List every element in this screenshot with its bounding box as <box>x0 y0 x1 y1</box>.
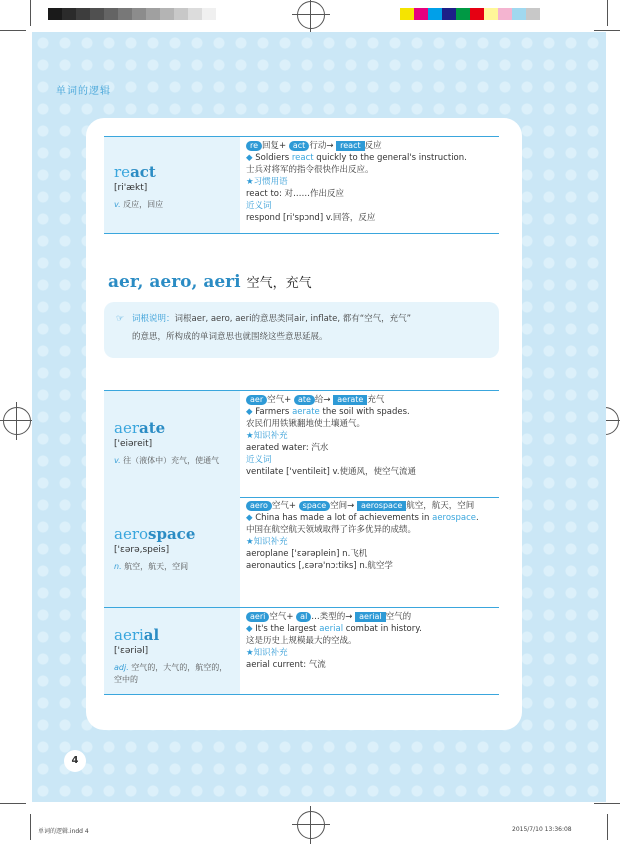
part-of-speech: v. <box>114 456 121 465</box>
footer-timestamp: 2015/7/10 13:36:08 <box>512 826 572 833</box>
part-of-speech: v. <box>114 200 121 209</box>
headword <box>114 525 230 543</box>
color-swatch <box>414 8 428 20</box>
example-keyword: react <box>291 153 314 163</box>
note-line <box>132 310 487 328</box>
subsection-title: ★知识补充 <box>246 537 288 547</box>
registration-mark-icon <box>297 811 325 839</box>
subsection-line: respond [ri'spɔnd] v.回答，反应 <box>246 213 376 223</box>
meaning: 航空，航天，空间 <box>124 562 189 571</box>
example-keyword: aerial <box>319 624 344 634</box>
note-label: 词根说明： <box>132 314 175 324</box>
subsection-line: aeronautics [,ɛərə'nɔ:tiks] n.航空学 <box>246 561 393 571</box>
color-swatch <box>484 8 498 20</box>
subsection-line: aeroplane ['ɛərəplein] n.飞机 <box>246 549 368 559</box>
example-sentence <box>246 406 493 418</box>
phonetic: ['eiəreit] <box>114 439 153 449</box>
crop-mark <box>594 30 620 31</box>
example-text: Soldiers <box>255 153 292 163</box>
example-text: combat in history. <box>343 624 422 634</box>
color-swatch <box>160 8 174 20</box>
root-gloss: 空气+ <box>271 501 296 511</box>
color-swatch <box>456 8 470 20</box>
phonetic: [ri'ækt] <box>114 183 148 193</box>
definition <box>114 455 230 467</box>
root-gloss: 行动→ <box>309 141 334 151</box>
root-gloss: …类型的→ <box>311 612 353 622</box>
example-translation: 这是历史上规模最大的空战。 <box>246 636 357 646</box>
subsection-line: react to: 对……作出反应 <box>246 189 345 199</box>
example-keyword: aerospace <box>432 513 476 523</box>
root-title: aer, aero, aeri <box>108 272 241 292</box>
color-swatch <box>470 8 484 20</box>
section-title <box>108 272 312 292</box>
headword-root: aer <box>114 419 139 437</box>
example-translation: 农民们用铁锹翻地使土壤通气。 <box>246 419 366 429</box>
crop-mark <box>607 0 608 26</box>
detail-panel <box>240 608 499 694</box>
word-gloss: 空气的 <box>385 612 412 622</box>
word-gloss: 反应 <box>364 141 382 151</box>
meaning: 空气的，大气的，航空的，空中的 <box>114 663 228 684</box>
color-swatch <box>188 8 202 20</box>
word-box: aerate <box>333 395 367 405</box>
word-box: react <box>336 141 364 151</box>
note-text: 词根aer, aero, aeri的意思类同air, inflate, 都有“空气，充气” <box>174 314 412 324</box>
color-swatch <box>498 8 512 20</box>
word-entry-react <box>104 136 499 234</box>
bullet-icon: ◆ <box>246 513 253 523</box>
color-bar-cmyk <box>400 8 540 20</box>
color-bar-grayscale <box>48 8 216 20</box>
root-pill: aero <box>246 501 272 511</box>
headword <box>114 626 230 644</box>
definition <box>114 561 230 573</box>
footer-filename: 单词的逻辑.indd 4 <box>38 828 89 835</box>
etymology <box>246 611 493 623</box>
word-entry-aerate <box>104 390 499 498</box>
word-box: aerospace <box>357 501 406 511</box>
example-sentence <box>246 623 493 635</box>
bullet-icon: ◆ <box>246 153 253 163</box>
color-swatch <box>428 8 442 20</box>
headword-root: re <box>114 163 131 181</box>
example-text: quickly to the general's instruction. <box>313 153 467 163</box>
bullet-icon: ◆ <box>246 407 253 417</box>
root-pill: space <box>299 501 330 511</box>
meaning: 往（液体中）充气，使通气 <box>123 456 220 465</box>
crop-mark <box>0 803 26 804</box>
subsection-line: ventilate ['ventileit] v.使通风，使空气流通 <box>246 467 417 477</box>
subsection-title: ★知识补充 <box>246 648 288 658</box>
example-sentence <box>246 152 493 164</box>
definition <box>114 199 230 211</box>
headword-stem: act <box>130 163 156 181</box>
word-entry-aerial <box>104 608 499 695</box>
crop-mark <box>607 814 608 840</box>
etymology <box>246 394 493 406</box>
root-gloss: 给→ <box>314 395 331 405</box>
headword <box>114 163 230 181</box>
root-pill: re <box>246 141 262 151</box>
crop-mark <box>594 803 620 804</box>
detail-panel <box>240 391 499 497</box>
registration-mark-icon <box>3 407 31 435</box>
color-swatch <box>104 8 118 20</box>
detail-panel <box>240 137 499 233</box>
root-gloss: 空气+ <box>269 612 294 622</box>
word-gloss: 充气 <box>367 395 385 405</box>
example-translation: 士兵对将军的指令很快作出反应。 <box>246 165 374 175</box>
example-keyword: aerate <box>292 407 320 417</box>
subsection-title: ★知识补充 <box>246 431 288 441</box>
example-text: Farmers <box>255 407 293 417</box>
part-of-speech: n. <box>114 562 122 571</box>
root-gloss: 空间→ <box>330 501 355 511</box>
headword-stem: space <box>148 525 196 543</box>
headword-root: aero <box>114 525 149 543</box>
headword <box>114 419 230 437</box>
pointing-hand-icon: ☞ <box>116 314 125 324</box>
note-line: 的意思，所构成的单词意思也就围绕这些意思延展。 <box>132 332 328 342</box>
subsection-title: ★习惯用语 <box>246 177 288 187</box>
running-header: 单词的逻辑 <box>56 86 111 97</box>
color-swatch <box>400 8 414 20</box>
headword-root: aeri <box>114 626 144 644</box>
word-box: aerial <box>355 612 385 622</box>
root-pill: aer <box>246 395 267 405</box>
subsection-title: 近义词 <box>246 201 272 211</box>
example-text: China has made a lot of achievements in <box>255 513 433 523</box>
root-pill: ate <box>294 395 315 405</box>
root-meaning: 空气，充气 <box>246 276 312 291</box>
color-swatch <box>62 8 76 20</box>
color-swatch <box>76 8 90 20</box>
word-gloss: 航空，航天，空间 <box>406 501 475 511</box>
subsection-line: aerial current: 气流 <box>246 660 326 670</box>
phonetic: ['ɛərə,speis] <box>114 545 170 555</box>
crop-mark <box>30 814 31 840</box>
crop-mark <box>0 30 26 31</box>
part-of-speech: adj. <box>114 663 129 672</box>
color-swatch <box>90 8 104 20</box>
word-panel <box>104 391 240 497</box>
subsection-line: aerated water: 汽水 <box>246 443 329 453</box>
example-sentence <box>246 512 493 524</box>
definition <box>114 662 230 686</box>
root-pill: aeri <box>246 612 269 622</box>
word-panel <box>104 497 240 607</box>
word-panel <box>104 137 240 233</box>
detail-panel <box>240 497 499 607</box>
page-number: 4 <box>64 750 86 772</box>
color-swatch <box>146 8 160 20</box>
color-swatch <box>48 8 62 20</box>
example-text: . <box>476 513 479 523</box>
example-text: the soil with spades. <box>319 407 410 417</box>
color-swatch <box>118 8 132 20</box>
root-gloss: 空气+ <box>267 395 292 405</box>
bullet-icon: ◆ <box>246 624 253 634</box>
crop-mark <box>30 0 31 26</box>
example-text: It's the largest <box>255 624 320 634</box>
root-gloss: 回复+ <box>262 141 287 151</box>
word-entry-aerospace <box>104 497 499 608</box>
headword-stem: ate <box>139 419 166 437</box>
root-pill: act <box>289 141 309 151</box>
color-swatch <box>526 8 540 20</box>
root-pill: al <box>296 612 311 622</box>
color-swatch <box>202 8 216 20</box>
color-swatch <box>512 8 526 20</box>
subsection-title: 近义词 <box>246 455 272 465</box>
color-swatch <box>174 8 188 20</box>
root-note <box>104 302 499 358</box>
phonetic: ['ɛəriəl] <box>114 646 149 656</box>
registration-mark-icon <box>297 1 325 29</box>
meaning: 反应，回应 <box>123 200 164 209</box>
etymology <box>246 500 493 512</box>
color-swatch <box>132 8 146 20</box>
color-swatch <box>442 8 456 20</box>
headword-stem: al <box>143 626 160 644</box>
word-panel <box>104 608 240 694</box>
example-translation: 中国在航空航天领域取得了许多优异的成绩。 <box>246 525 417 535</box>
etymology <box>246 140 493 152</box>
